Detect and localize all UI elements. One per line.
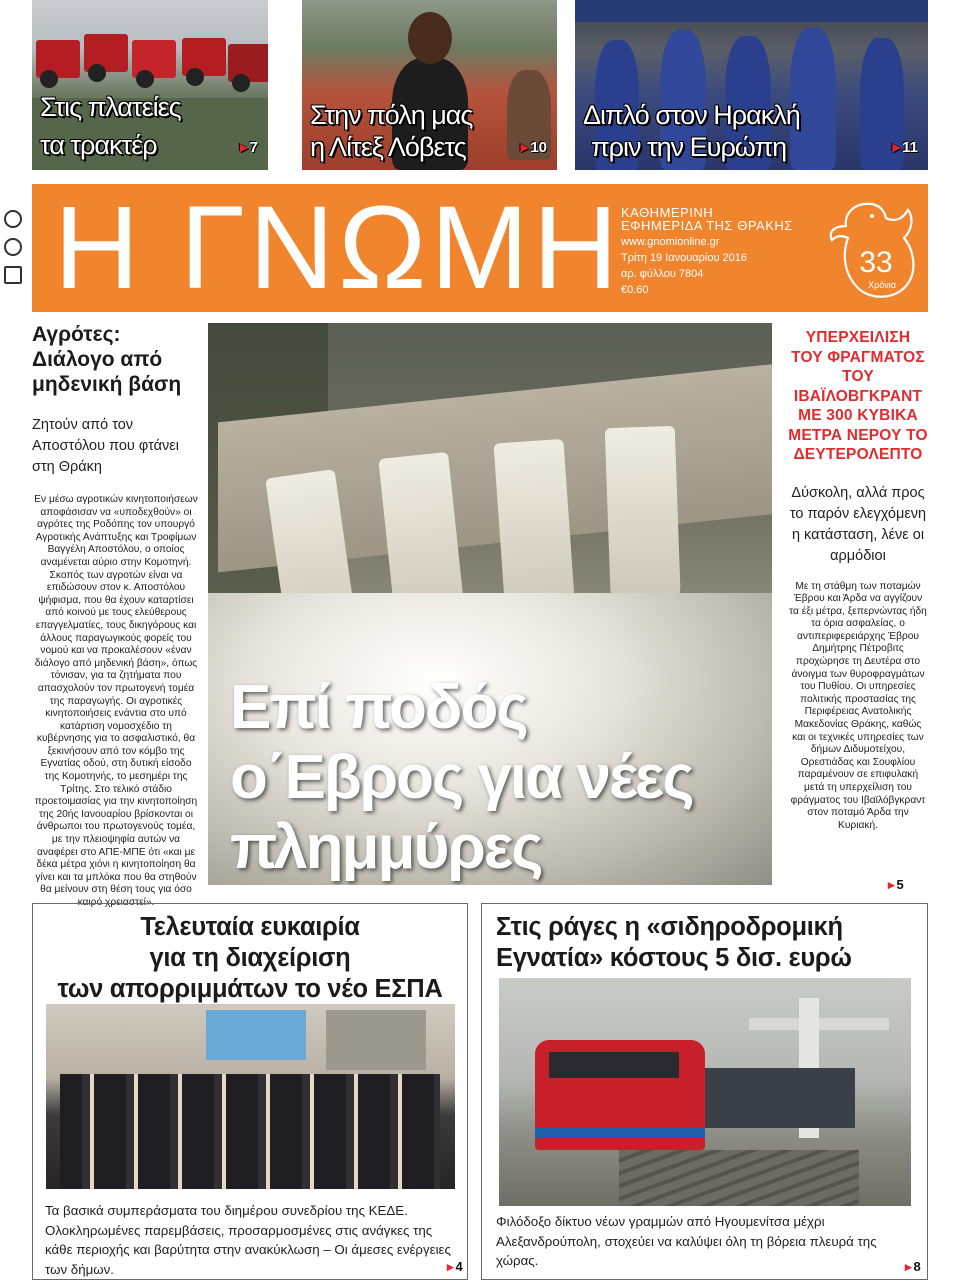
teaser-caption-line1: Στις πλατείες [40,92,181,122]
masthead-price: €0.60 [621,284,649,296]
side-icons [4,210,24,294]
arrow-icon: ▸ [520,139,529,156]
box-caption: Τα βασικά συμπεράσματα του διημέρου συνεδρίου της ΚΕΔΕ. Ολοκληρωμένες παρεμβάσεις, προσαρμοσμένες στις ανάγκες της κάθε περιοχής και βαρύτητα στην ανακύκλωση – Οι άμεσες ενέργειες των δήμων. [45,1203,451,1277]
main-headline: Επί ποδός ο΄Εβρος για νέες πλημμύρες [230,673,693,882]
masthead-tagline1: ΚΑΘΗΜΕΡΙΝΗ [621,205,714,220]
train-photo [499,978,911,1206]
masthead [32,184,928,312]
teaser-caption-line1: Διπλό στον Ηρακλή [583,100,800,130]
box-page-ref[interactable]: ▸ 8 [905,1259,921,1274]
teaser-page-ref: ▸ 11 [892,139,918,156]
left-article-body: Εν μέσω αγροτικών κινητοποιήσεων αποφάσισαν να «υποδεχθούν» οι αγρότες της Ροδόπης τον υπουργό Αγροτικής Ανάπτυξης και Τροφίμων Βαγγέλη Αποστόλου, ο οποίος αναμένεται αύριο στην Κομοτηνή. Σκοπός των αγροτών είναι να επιδώσουν στον κ. Αποστόλου ψήφισμα, που θα έχουν καταρτίσει από κοινού με τους ελεύθερους επαγγελματίες, τους δικηγόρους και άλλους παραγωγικούς φορείς του νομού και να προκαλέσουν «έναν διάλογο από μηδενική βάση», όπως τόνισαν, για τα ζητήματα που απασχολούν τον πρωτογενή τομέα της παραγωγής. Οι αγροτικές κινητοποιήσεις ενάντια στο υπό κατάρτιση νομοσχέδιο τη κυβέρνησης για το ασφαλιστικό, θα ξεκινήσουν από τον κόμβο της Εγνατίας οδού, στη δυτική είσοδο της Κομοτηνής, το μεσημέρι της Τρίτης. Στο τελικό στάδιο προετοιμασίας για την κινητοποίηση της 20ής Ιανουαρίου βρίσκονται οι άνθρωποι του πρωτογενούς τομέα, με την πλειοψηφία αυτών να αναφέρει στο ΑΠΕ-ΜΠΕ ότι «και με δέκα μέτρα χιόνι η κινητοποίηση θα γίνει και τα μπλόκα που θα στηθούν θα μείνουν στη θέση τους για όσο καιρό χρειαστεί». [34,494,198,908]
arrow-icon: ▸ [447,1259,454,1274]
seal-icon [4,210,22,228]
masthead-website[interactable]: www.gnomionline.gr [621,236,720,248]
left-article-headline: Αγρότες: Διάλογο από μηδενική βάση [32,323,182,396]
main-story-photo[interactable] [208,323,772,885]
teaser-caption-line2: τα τρακτέρ [40,130,157,160]
masthead-tagline2: ΕΦΗΜΕΡΙΔΑ ΤΗΣ ΘΡΑΚΗΣ [621,218,793,233]
teaser-litex-lovech[interactable] [302,0,557,170]
left-article[interactable] [32,322,200,910]
years-label: Χρόνια [868,280,896,290]
masthead-issue: αρ. φύλλου 7804 [621,268,704,280]
right-article-subhead: Δύσκολη, αλλά προς το παρόν ελεγχόμενη η κατάσταση, λένε οι αρμόδιοι [789,484,927,564]
teaser-page-ref: ▸ 7 [240,139,258,156]
masthead-date: Τρίτη 19 Ιανουαρίου 2016 [621,252,748,264]
masthead-info [621,206,793,297]
teaser-caption-line2: πριν την Ευρώπη [591,132,787,162]
box-headline: Τελευταία ευκαιρία για τη διαχείριση των απορριμμάτων το νέο ΕΣΠΑ [57,913,443,1003]
box-caption: Φιλόδοξο δίκτυο νέων γραμμών από Ηγουμενίτσα μέχρι Αλεξανδρούπολη, στοχεύει να καλύψει όλη τη βόρεια πλευρά της χώρας. [496,1214,877,1268]
barcode-icon [4,266,22,284]
arrow-icon: ▸ [892,139,901,156]
left-article-subhead: Ζητούν από τον Αποστόλου που φτάνει στη Θράκη [32,417,179,475]
teaser-tractors[interactable] [32,0,268,170]
arrow-icon: ▸ [240,139,248,156]
right-article[interactable] [788,328,928,832]
teaser-caption-line1: Στην πόλη μας [310,100,473,130]
stamp-icon [4,238,22,256]
dove-anniversary-icon [824,196,920,304]
box-headline: Στις ράγες η «σιδηροδρομική Εγνατία» κόστους 5 δισ. ευρώ [496,913,852,972]
conference-photo [46,1004,455,1189]
newspaper-logo[interactable]: Η ΓΝΩΜΗ [54,182,622,314]
right-article-red-headline: ΥΠΕΡΧΕΙΛΙΣΗ ΤΟΥ ΦΡΑΓΜΑΤΟΣ ΤΟΥ ΙΒΑΪΛΟΒΓΚΡΑΝΤ ΜΕ 300 ΚΥΒΙΚΑ ΜΕΤΡΑ ΝΕΡΟΥ ΤΟ ΔΕΥΤΕΡΟΛΕΠΤΟ [788,329,928,463]
box-page-ref[interactable]: ▸ 4 [447,1259,463,1274]
years-number: 33 [859,246,893,279]
teaser-iraklis[interactable] [575,0,928,170]
arrow-icon: ▸ [888,877,895,892]
right-article-page-ref[interactable]: ▸ 5 [888,877,904,892]
story-box-waste[interactable] [32,903,468,1280]
teaser-page-ref: ▸ 10 [520,139,547,156]
story-box-railway[interactable] [481,903,928,1280]
teaser-caption-line2: η Λίτεξ Λόβετς [310,132,466,162]
right-article-body: Με τη στάθμη των ποταμών Έβρου και Άρδα να αγγίζουν τα έξι μέτρα, ξεπερνώντας ήδη τα όρια ασφαλείας, ο αντιπεριφερειάρχης Έβρου Δημήτρης Πέτροβιτς προχώρησε τη Δευτέρα στο άνοιγμα των θυροφραγμάτων του Πυθίου. Οι υπηρεσίες πολιτικής προστασίας της Περιφέρειας Ανατολικής Μακεδονίας Θράκης, καθώς και οι τεχνικές υπηρεσίες των δήμων Διδυμοτείχου, Ορεστιάδας και Σουφλίου παραμένουν σε επιφυλακή μετά τη υπερχείλιση του φράγματος του Ιβαϊλόβγκραντ στον ποταμό Άρδα την Κυριακή. [789,580,927,831]
arrow-icon: ▸ [905,1259,912,1274]
